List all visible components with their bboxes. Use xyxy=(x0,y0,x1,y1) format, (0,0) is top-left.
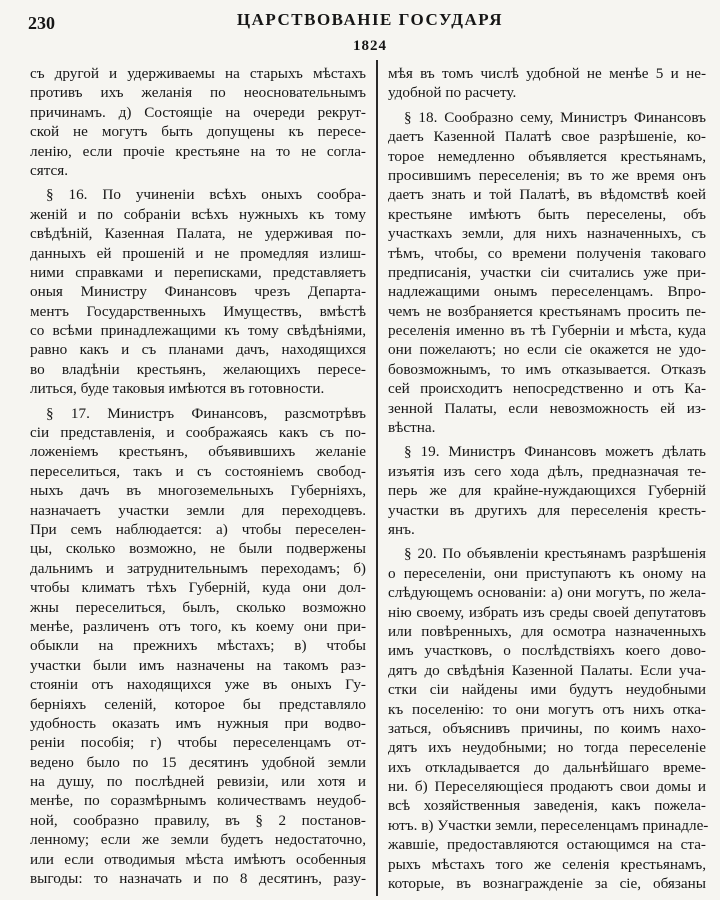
text-line: они пожелаютъ; но если сіе окажется не удо- xyxy=(388,341,706,359)
text-line: съ другой и удерживаемы на старыхъ мѣстахъ xyxy=(30,65,366,82)
text-line: изъятія изъ сего хода дѣлъ, предназначая те- xyxy=(388,462,706,480)
text-line: слѣдующемъ основаніи: а) они могутъ, по жела- xyxy=(388,584,706,602)
text-line: ленному; если же земли будетъ недостаточно, xyxy=(30,831,366,849)
text-line: удобность оказать имъ нужныя при водво- xyxy=(30,714,366,732)
section-paragraph xyxy=(30,185,366,398)
text-line: имъ участковъ, о послѣдствіяхъ коего дово- xyxy=(388,642,706,660)
continued-paragraph xyxy=(30,64,366,180)
text-line: ни. б) Переселяющіеся продаютъ свои домы и xyxy=(388,778,706,796)
text-line: стки сіи найдены ими будутъ неудобными xyxy=(388,681,706,699)
text-line: просившимъ переселенія; въ то же время онъ xyxy=(388,166,706,184)
section-paragraph xyxy=(388,442,706,539)
text-line: сей происходитъ непосредственно и отъ Ка- xyxy=(388,380,706,398)
text-line: ной, сообразно правилу, въ § 2 постанов- xyxy=(30,811,366,829)
text-line: литься, буде таковыя имѣются въ готовности. xyxy=(30,380,325,398)
text-line: причинамъ. д) Состоящіе на очереди рекрут- xyxy=(30,103,366,121)
text-line: предписанія, участки сіи считались уже при- xyxy=(388,263,706,281)
text-line: рыхъ мѣстахъ того же селенія крестьянамъ, xyxy=(388,855,706,873)
text-line: менѣе, по соразмѣрнымъ количествамъ неудоб- xyxy=(30,792,366,810)
text-line: ихъ откладывается до дальнѣйшаго време- xyxy=(388,758,706,776)
text-line: ской не могутъ быть допущены къ пересе- xyxy=(30,123,366,141)
section-paragraph xyxy=(388,108,706,438)
year-heading: 1824 xyxy=(353,38,387,54)
text-line: ментъ Государственныхъ Имуществъ, вмѣстѣ xyxy=(30,302,366,320)
text-line: выгоды: то назначать и по 8 десятинъ, разу- xyxy=(30,870,366,888)
text-line: свѣдѣній, Казенная Палата, не удерживая по- xyxy=(30,225,366,243)
text-line: дятъ до свѣдѣнія Казенной Палаты. Если уча- xyxy=(388,661,706,679)
text-line: чемъ не возбраняется крестьянамъ просить пе- xyxy=(388,302,706,320)
text-line: берніяхъ селеній, которое бы представляло xyxy=(30,695,366,713)
text-line: о переселеніи, они приступаютъ къ оному на xyxy=(388,564,706,582)
page-number: 230 xyxy=(28,13,55,33)
text-line: или если отводимыя мѣста имѣютъ особенныя xyxy=(30,850,366,868)
text-line: назначаетъ участки земли для переходцевъ. xyxy=(30,501,366,519)
text-line: удобной по расчету. xyxy=(388,84,517,102)
text-line: дятъ ихъ неудобными; но тогда переселеніе xyxy=(388,739,706,757)
text-line: женій и по собраніи всѣхъ нужныхъ къ тому xyxy=(30,205,366,223)
text-line: противъ ихъ желанія по неосновательнымъ xyxy=(30,84,366,102)
running-head-title: ЦАРСТВОВАНІЕ ГОСУДАРЯ xyxy=(236,10,504,29)
section-paragraph xyxy=(388,544,709,893)
text-line: на душу, по послѣдней ревизіи, или хотя и xyxy=(30,773,366,791)
text-line: участки были имъ назначены на такомъ раз- xyxy=(30,656,366,674)
text-line: ложеніемъ крестьянъ, объявившихъ желаніе xyxy=(30,443,366,461)
text-line: сіи представленія, и соображаясь какъ съ по- xyxy=(30,424,366,442)
text-line: § 19. Министръ Финансовъ можетъ дѣлать xyxy=(404,443,706,461)
text-line: сятся. xyxy=(30,161,69,179)
column-rule xyxy=(376,60,378,896)
text-line: или повѣренныхъ, для осмотра назначенныхъ xyxy=(388,622,706,640)
section-paragraph xyxy=(30,404,366,889)
text-line: § 17. Министръ Финансовъ, разсмотрѣвъ xyxy=(46,404,366,422)
text-line: При семъ наблюдается: а) чтобы переселен- xyxy=(30,520,366,538)
text-line: ленію, если прочіе крестьяне на то не согла- xyxy=(30,142,366,160)
text-line: ютъ. в) Участки земли, переселенцамъ принадле- xyxy=(388,816,709,834)
right-column xyxy=(388,64,709,893)
text-line: менѣе, различенъ отъ того, къ коему они при- xyxy=(30,617,366,635)
text-line: реселенія именно въ тѣ Губерніи и мѣста, куда xyxy=(388,322,706,340)
text-line: которые, въ вознагражденіе за сіе, обязаны xyxy=(388,875,706,893)
text-line: участкахъ земли, для нихъ назначенныхъ, съ xyxy=(388,225,706,243)
text-line: во владѣніи крестьянъ, желающихъ пересе- xyxy=(30,360,366,378)
text-line: § 18. Сообразно сему, Министръ Финансовъ xyxy=(404,108,706,126)
text-line: крестьяне имѣютъ быть переселены, объ xyxy=(388,205,706,223)
text-line: со всѣми принадлежащими къ тому свѣдѣніями, xyxy=(30,322,366,340)
text-line: торое немедленно объявляется крестьянамъ, xyxy=(388,147,706,165)
text-line: § 16. По учиненіи всѣхъ оныхъ сообра- xyxy=(46,186,366,204)
text-line: оныя Министру Финансовъ чрезъ Департа- xyxy=(30,283,366,301)
text-line: надлежащими онымъ переселенцамъ. Впро- xyxy=(388,283,706,301)
text-line: цы, сколько возможно, не были подвержены xyxy=(30,540,366,558)
text-line: всѣ хозяйственныя заведенія, какъ пожела- xyxy=(388,797,706,815)
text-line: зенной Палаты, если невозможность ей из- xyxy=(388,399,706,417)
text-line: жны переселиться, былъ, сколько возможно xyxy=(30,598,366,616)
text-line: тѣмъ, чтобы, со времени полученія таковаго xyxy=(388,244,706,262)
text-line: даетъ Казенной Палатѣ свое разрѣшеніе, ко- xyxy=(388,128,706,146)
text-line: ведено было по 15 десятинъ удобной земли xyxy=(30,753,366,771)
text-line: мѣя въ томъ числѣ удобной не менѣе 5 и не- xyxy=(388,65,706,82)
text-line: равно какъ и съ планами дачъ, находящихся xyxy=(30,341,366,359)
text-line: дальнимъ и затруднительнымъ переходамъ; б) xyxy=(30,559,366,577)
text-line: чтобы климатъ тѣхъ Губерній, куда они дол- xyxy=(30,579,366,597)
text-line: заться, объяснивъ причины, по коимъ нахо- xyxy=(388,719,706,737)
text-line: ныхъ дачъ въ многоземельныхъ Губерніяхъ, xyxy=(30,482,366,500)
text-line: § 20. По объявленіи крестьянамъ разрѣшенія xyxy=(404,545,706,563)
text-line: ними справками и переписками, представляетъ xyxy=(30,263,366,281)
left-column xyxy=(30,64,366,888)
text-line: нію своему, избрать изъ среды своей депутатовъ xyxy=(388,603,706,621)
text-line: обыкли на прежнихъ мѣстахъ; в) чтобы xyxy=(30,637,366,655)
continued-paragraph xyxy=(388,64,706,103)
text-line: переселиться, такъ и съ состояніемъ свобод- xyxy=(30,462,366,480)
text-line: данныхъ ей прошеній и не промедляя излиш- xyxy=(30,244,366,262)
text-line: бовозможнымъ, то имъ отказывается. Отказъ xyxy=(388,360,706,378)
text-line: жавшіе, предоставляются остающимся на ста- xyxy=(388,836,706,854)
text-line: къ поселенію: то они могутъ отъ нихъ отка- xyxy=(388,700,706,718)
text-line: перь же для крайне-нуждающихся Губерній xyxy=(388,482,706,500)
text-line: даетъ знать и той Палатѣ, въ вѣдомствѣ коей xyxy=(388,186,706,204)
text-line: участки въ другихъ для переселенія кресть- xyxy=(388,501,706,519)
text-line: янъ. xyxy=(388,520,415,538)
text-line: реніи пособія; г) чтобы переселенцамъ от- xyxy=(30,734,366,752)
text-line: стояніи отъ находящихся уже въ оныхъ Гу- xyxy=(30,676,366,694)
text-line: вѣстна. xyxy=(388,419,436,437)
